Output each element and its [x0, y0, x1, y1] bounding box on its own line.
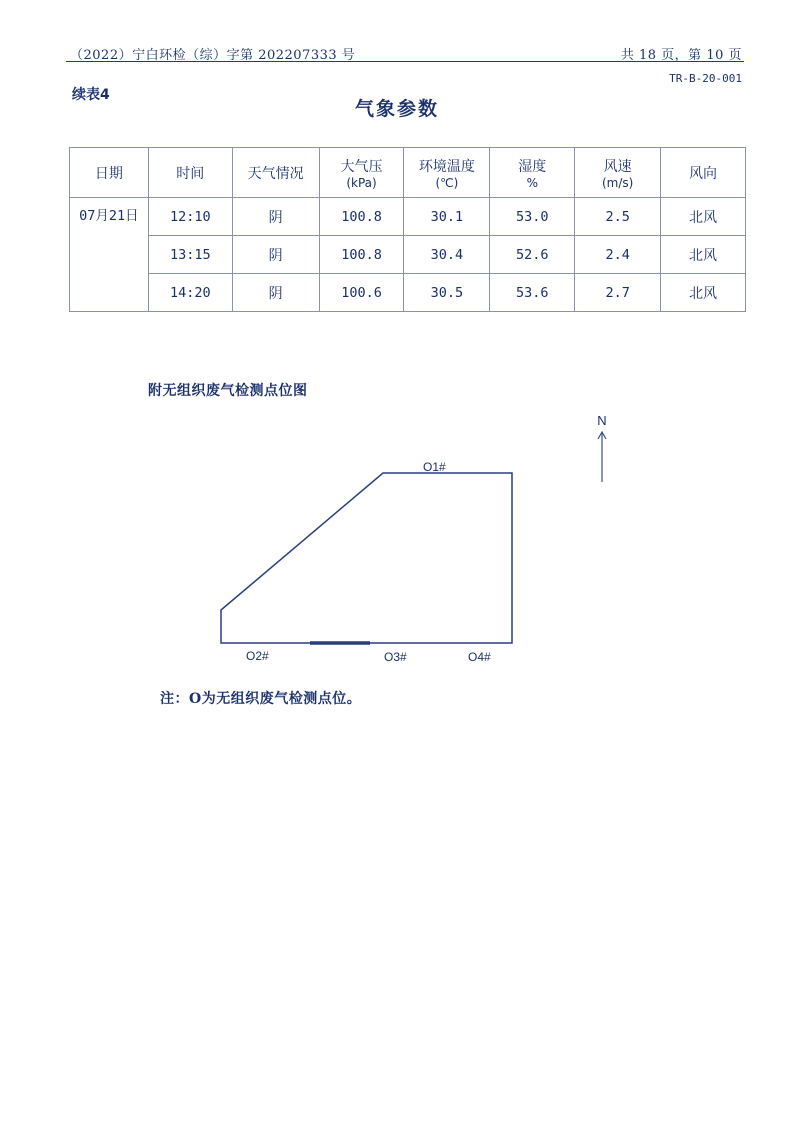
report-number: （2022）宁白环检（综）字第 202207333 号 — [70, 48, 356, 63]
wind-speed-cell: 2.7 — [575, 274, 661, 312]
pressure-cell: 100.6 — [319, 274, 404, 312]
temperature-cell: 30.1 — [404, 198, 490, 236]
col-header-date: 日期 — [70, 148, 149, 198]
figure-note: 注：O为无组织废气检测点位。 — [160, 691, 362, 707]
table-label: 续表4 — [72, 87, 110, 103]
time-cell: 14:20 — [148, 274, 232, 312]
table-title: 气象参数 — [354, 98, 439, 120]
wind-direction-cell: 北风 — [661, 236, 746, 274]
monitoring-point-3: O3# — [384, 650, 407, 664]
wind-speed-cell: 2.5 — [575, 198, 661, 236]
north-arrow-icon — [598, 432, 606, 482]
temperature-cell: 30.4 — [404, 236, 490, 274]
col-header-humidity: 湿度 % — [490, 148, 575, 198]
monitoring-point-2: O2# — [246, 649, 269, 663]
col-header-time: 时间 — [148, 148, 232, 198]
col-header-wind-direction: 风向 — [661, 148, 746, 198]
col-header-wind-speed: 风速 (m/s) — [575, 148, 661, 198]
weather-cell: 阴 — [232, 274, 319, 312]
col-header-temperature: 环境温度 (℃) — [404, 148, 490, 198]
document-code: TR-B-20-001 — [669, 72, 742, 85]
site-boundary — [221, 473, 512, 643]
wind-direction-cell: 北风 — [661, 198, 746, 236]
pressure-cell: 100.8 — [319, 198, 404, 236]
date-cell: 07月21日 — [70, 198, 149, 312]
temperature-cell: 30.5 — [404, 274, 490, 312]
wind-direction-cell: 北风 — [661, 274, 746, 312]
col-header-weather: 天气情况 — [232, 148, 319, 198]
page-info: 共 18 页，第 10 页 — [620, 48, 742, 63]
figure-title: 附无组织废气检测点位图 — [148, 383, 308, 399]
time-cell: 12:10 — [148, 198, 232, 236]
weather-cell: 阴 — [232, 198, 319, 236]
north-label: N — [597, 413, 607, 428]
col-header-pressure: 大气压 (kPa) — [319, 148, 404, 198]
monitoring-point-1: O1# — [423, 460, 446, 474]
monitoring-point-4: O4# — [468, 650, 491, 664]
weather-cell: 阴 — [232, 236, 319, 274]
humidity-cell: 53.6 — [490, 274, 575, 312]
humidity-cell: 52.6 — [490, 236, 575, 274]
humidity-cell: 53.0 — [490, 198, 575, 236]
pressure-cell: 100.8 — [319, 236, 404, 274]
time-cell: 13:15 — [148, 236, 232, 274]
wind-speed-cell: 2.4 — [575, 236, 661, 274]
